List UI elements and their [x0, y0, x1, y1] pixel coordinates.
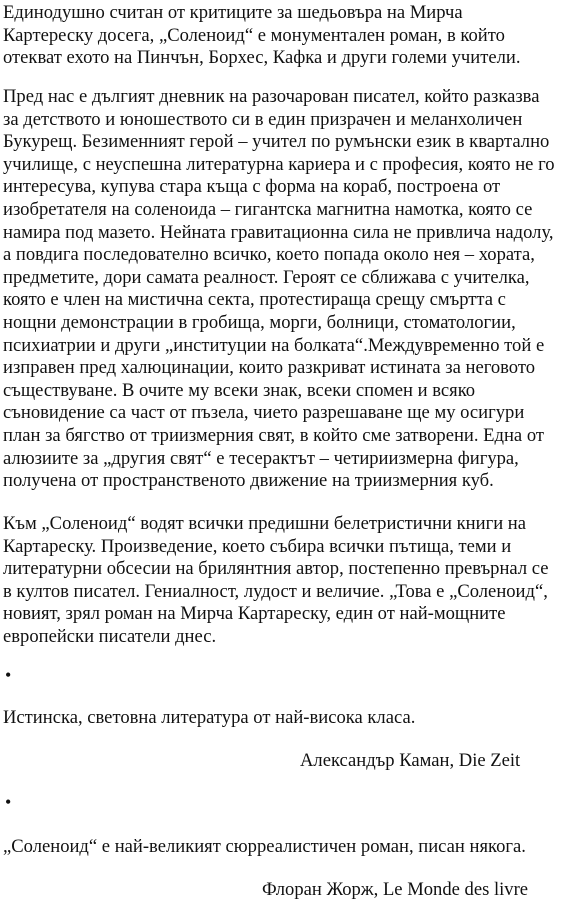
intro-paragraph: Единодушно считан от критиците за шедьовъра на Мирча Картереску досега, „Соленоид“ е монументален роман, в който отекват ехото на Пинчън, Борхес, Кафка и други големи учители. [3, 2, 521, 69]
review-attribution: Александър Каман, Die Zeit [300, 750, 521, 771]
review-bullet: • [5, 792, 12, 812]
review-quote: Истинска, световна литература от най-висока класа. [3, 707, 416, 728]
review-quote: „Соленоид“ е най-великият сюрреалистичен роман, писан някога. [3, 836, 526, 857]
review-bullet: • [5, 665, 12, 685]
review-attribution: Флоран Жорж, Le Monde des livre [262, 879, 529, 900]
context-paragraph: Към „Соленоид“ водят всички предишни белетристични книги на Картареску. Произведение, което събира всички пътища, теми и литературни обсесии на брилянтния автор, постепенно превърнал се в култов писател. Гениалност, лудост и величие. „Това е „Соленоид“, новият, зрял роман на Мирча Картареску, един от най-мощните европейски писатели днес. [3, 513, 549, 647]
plot-paragraph: Пред нас е дългият дневник на разочарован писател, който разказва за детството и юношеството си в един призрачен и меланхоличен Букурещ. Безименният герой – учител по румънски език в квартално училище, с неуспешна литературна кариера и с професия, която не го интересува, купува стара къща с форма на кораб, построена от изобретателя на соленоида – гигантска магнитна намотка, която се намира под мазето. Нейната гравитационна сила не привлича надолу, а повдига последователно всичко, което попада около нея – хората, предметите, дори самата реалност. Героят се сближава с учителка, която е член на мистична секта, протестираща срещу смъртта с нощни демонстрации в гробища, морги, болници, стоматологии, психиатрии и други „институции на болката“.Междувременно той е изправен пред халюцинации, които разкриват истината за неговото съществуване. В очите му всеки знак, всеки спомен и всяко съновидение са част от пъзела, чието разрешаване ще му осигури план за бягство от триизмерния свят, в който сме затворени. Една от алюзиите за „другия свят“ е тесерактът – четириизмерна фигура, получена от пространственото движение на триизмерния куб. [3, 86, 555, 492]
